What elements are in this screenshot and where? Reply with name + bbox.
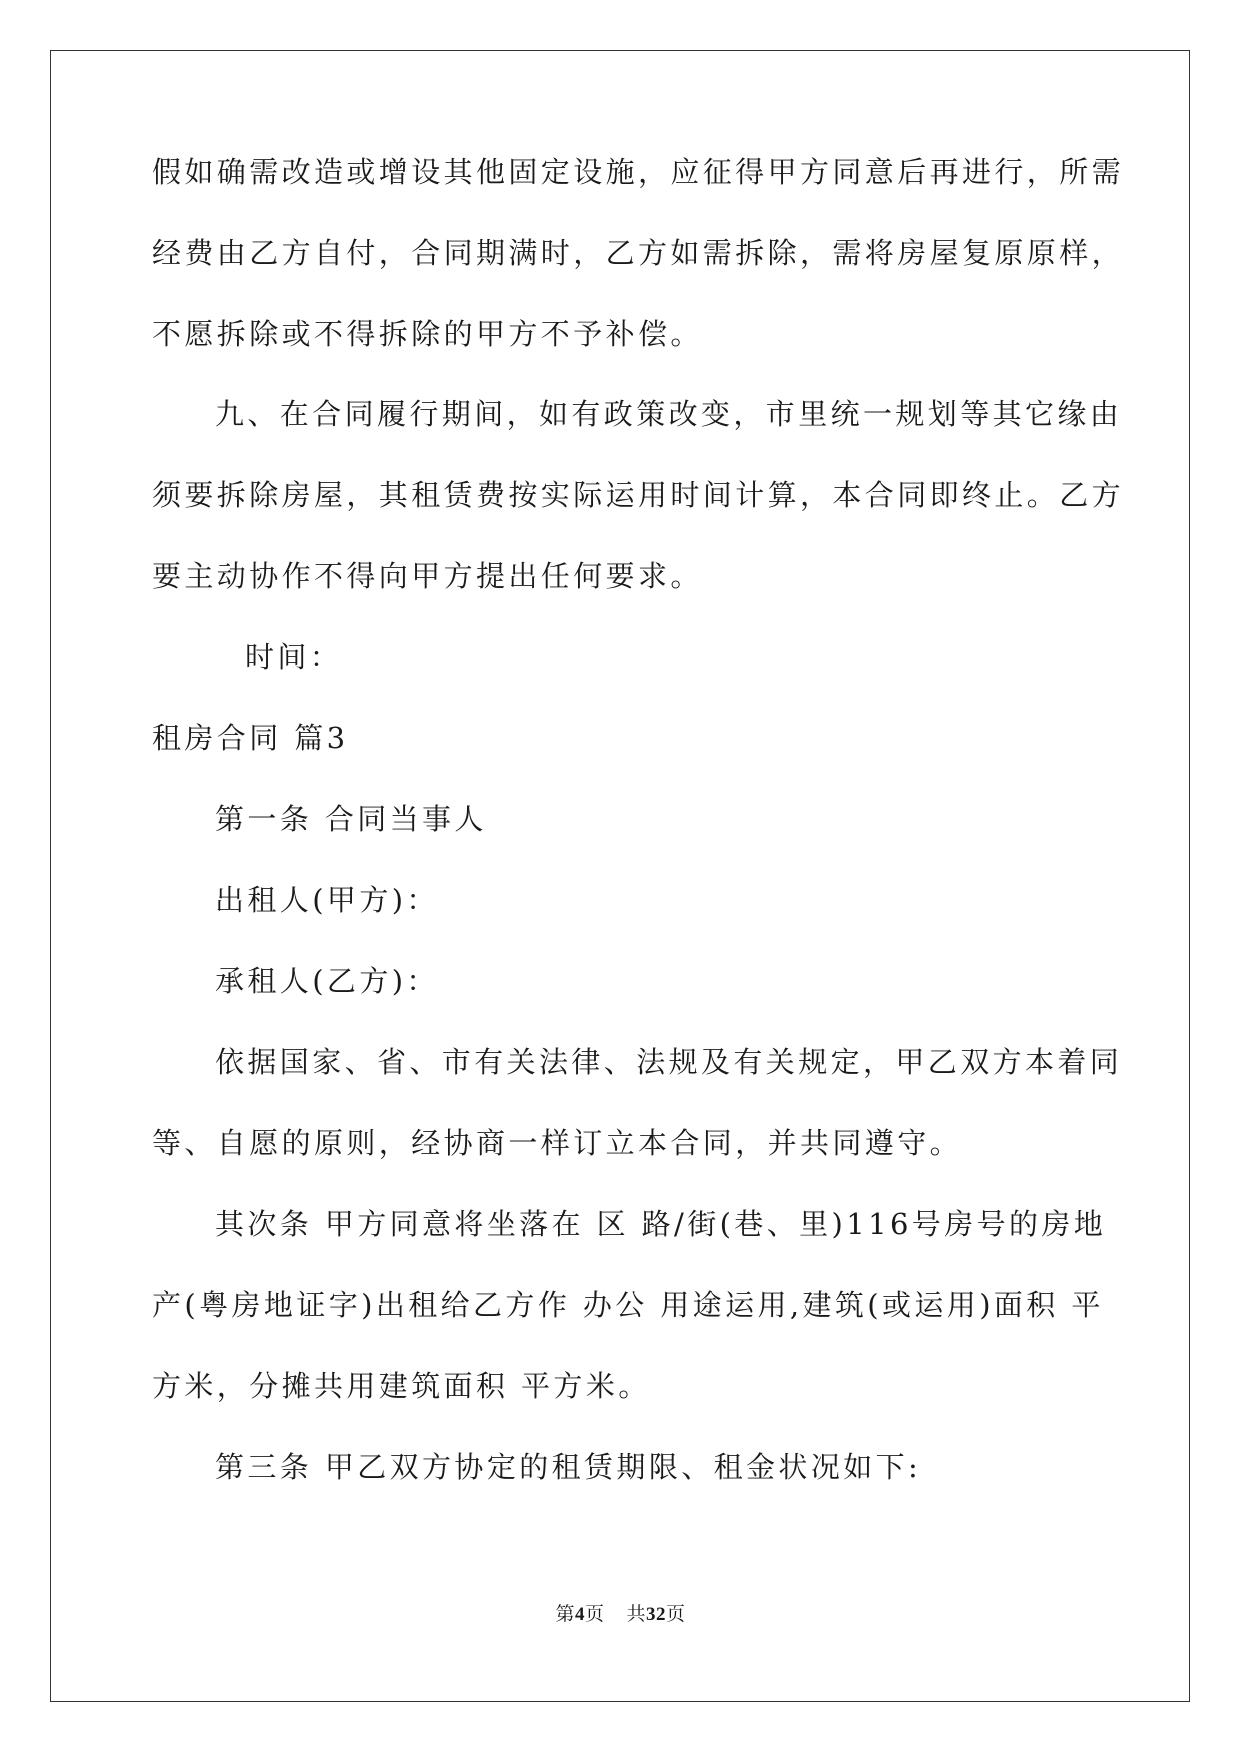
page-mid: 页 (584, 1604, 605, 1625)
lessor-field: 出租人(甲方)： (215, 883, 439, 917)
paragraph-line: 依据国家、省、市有关法律、法规及有关规定，甲乙双方本着同 (215, 1045, 1123, 1079)
paragraph-line: 假如确需改造或增设其他固定设施，应征得甲方同意后再进行，所需 (152, 155, 1125, 189)
paragraph-line: 要主动协作不得向甲方提出任何要求。 (152, 559, 703, 593)
total-suffix: 页 (666, 1604, 686, 1625)
paragraph-line: 产(粤房地证字)出租给乙方作 办公 用途运用,建筑(或运用)面积 平 (152, 1288, 1104, 1322)
page-footer (0, 1603, 1241, 1627)
total-prefix: 共 (626, 1604, 647, 1625)
page-prefix: 第 (555, 1604, 575, 1625)
total-page-number: 32 (646, 1604, 667, 1625)
lessee-field: 承租人(乙方)： (215, 964, 439, 998)
date-label: 时间： (245, 640, 343, 674)
article-three-line: 第三条 甲乙双方协定的租赁期限、租金状况如下: (215, 1450, 922, 1484)
paragraph-line: 等、自愿的原则，经协商一样订立本合同，并共同遵守。 (152, 1126, 963, 1160)
current-page-number: 4 (574, 1604, 585, 1625)
clause-nine-line: 九、在合同履行期间，如有政策改变，市里统一规划等其它缘由 (215, 397, 1123, 431)
article-two-line: 其次条 甲方同意将坐落在 区 路/街(巷、里)116号房号的房地 (215, 1207, 1107, 1241)
paragraph-line: 不愿拆除或不得拆除的甲方不予补偿。 (152, 317, 703, 351)
paragraph-line: 须要拆除房屋，其租赁费按实际运用时间计算，本合同即终止。乙方 (152, 478, 1125, 512)
paragraph-line: 经费由乙方自付，合同期满时，乙方如需拆除，需将房屋复原原样， (152, 236, 1125, 270)
article-one-heading: 第一条 合同当事人 (215, 802, 487, 836)
paragraph-line: 方米，分摊共用建筑面积 平方米。 (152, 1369, 651, 1403)
section-heading: 租房合同 篇3 (152, 721, 349, 755)
